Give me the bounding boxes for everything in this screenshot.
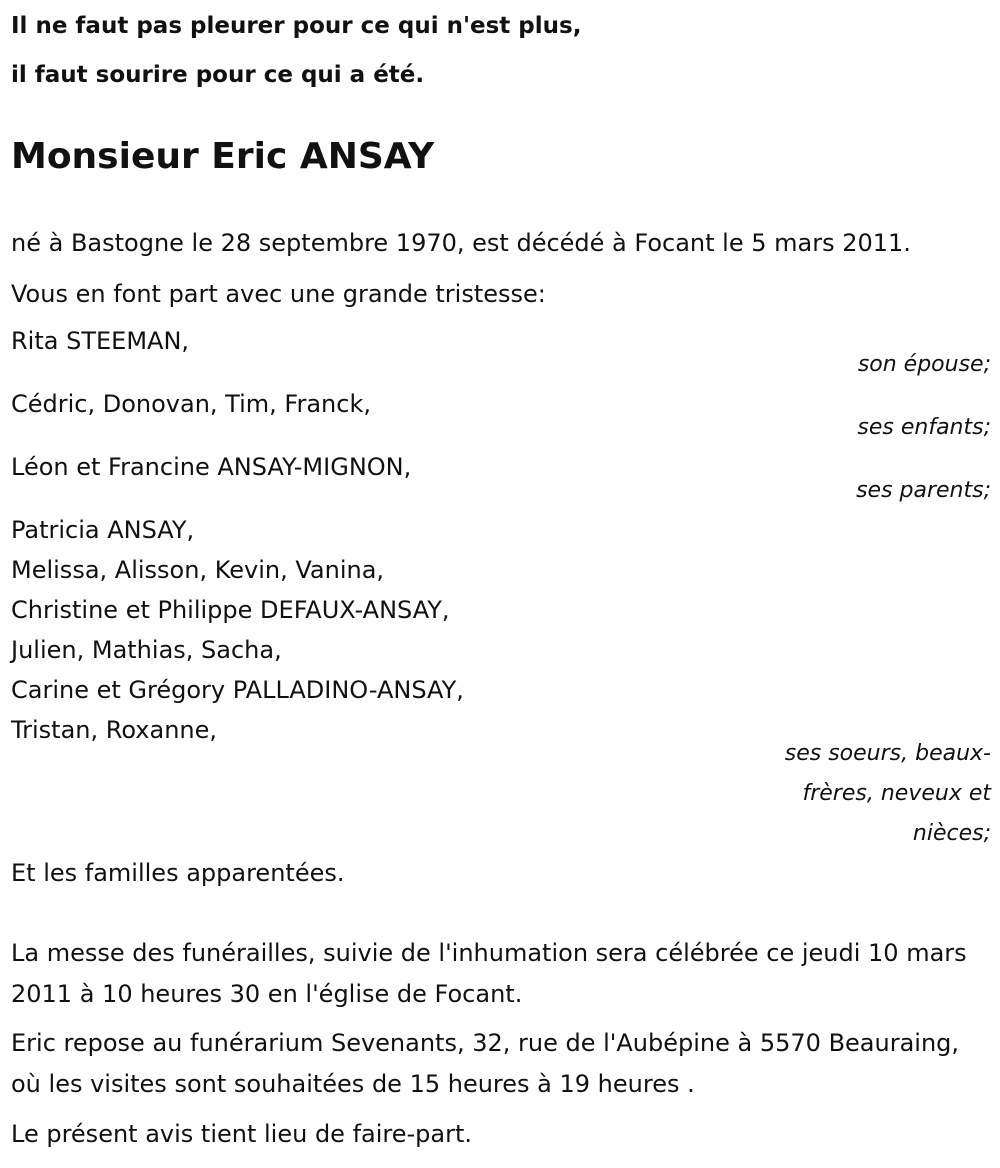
- spouse-names: Rita STEEMAN,: [11, 327, 190, 355]
- children-names: Cédric, Donovan, Tim, Franck,: [11, 390, 371, 418]
- sibling-line: Melissa, Alisson, Kevin, Vanina,: [11, 556, 385, 584]
- sibling-line: Julien, Mathias, Sacha,: [11, 636, 282, 664]
- families-closing: Et les familles apparentées.: [11, 859, 345, 887]
- announcement-line: Vous en font part avec une grande tristesse:: [11, 280, 546, 308]
- birth-death-line: né à Bastogne le 28 septembre 1970, est décédé à Focant le 5 mars 2011.: [11, 229, 911, 257]
- parents-role: ses parents;: [856, 478, 991, 503]
- funeral-mass: La messe des funérailles, suivie de l'inhumation sera célébrée ce jeudi 10 mars 2011 à 10 heures 30 en l'église de Focant.: [11, 939, 967, 1008]
- sibling-line: Patricia ANSAY,: [11, 516, 195, 544]
- notice-line: Le présent avis tient lieu de faire-part.: [11, 1120, 473, 1148]
- sibling-line: Christine et Philippe DEFAUX-ANSAY,: [11, 596, 450, 624]
- quote-line-2: il faut sourire pour ce qui a été.: [11, 62, 425, 88]
- sibling-line: Tristan, Roxanne,: [11, 716, 218, 744]
- sibling-line: Carine et Grégory PALLADINO-ANSAY,: [11, 676, 464, 704]
- siblings-role: ses soeurs, beaux-frères, neveux et nièces;: [784, 741, 991, 846]
- visitation-info: Eric repose au funérarium Sevenants, 32, rue de l'Aubépine à 5570 Beauraing, où les visites sont souhaitées de 15 heures à 19 heures .: [11, 1029, 960, 1098]
- children-role: ses enfants;: [857, 415, 991, 440]
- deceased-name: Monsieur Eric ANSAY: [11, 136, 435, 177]
- quote-line-1: Il ne faut pas pleurer pour ce qui n'est plus,: [11, 13, 582, 39]
- parents-names: Léon et Francine ANSAY-MIGNON,: [11, 453, 412, 481]
- spouse-role: son épouse;: [857, 352, 991, 377]
